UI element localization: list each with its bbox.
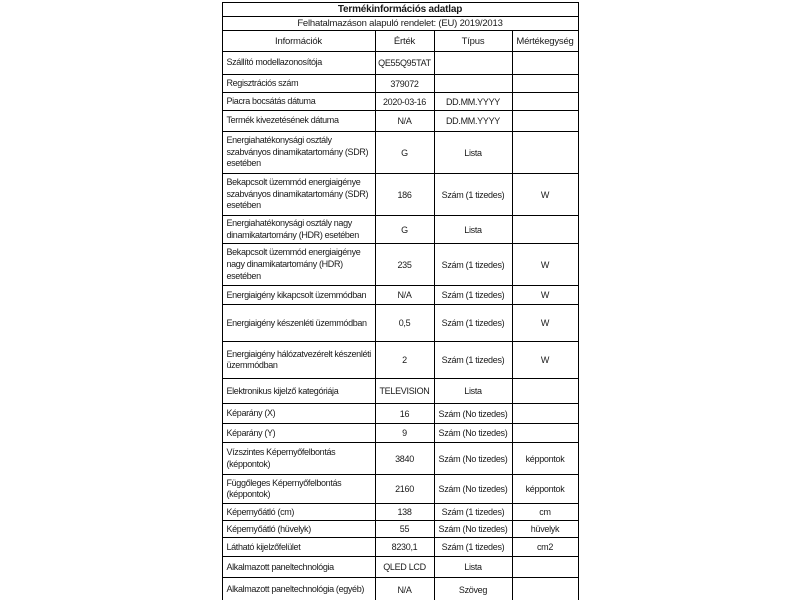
row-value: 9 [375, 424, 434, 443]
row-unit [512, 424, 578, 443]
table-row [222, 443, 578, 475]
row-value: N/A [375, 286, 434, 305]
row-unit [512, 578, 578, 600]
row-unit: képpontok [512, 475, 578, 504]
row-unit [512, 111, 578, 132]
row-unit [512, 404, 578, 424]
row-label: Piacra bocsátás dátuma [222, 93, 375, 111]
row-value: 55 [375, 521, 434, 538]
table-row [222, 521, 578, 538]
sheet-title: Termékinformációs adatlap [222, 3, 578, 17]
row-unit [512, 75, 578, 93]
row-type: Szám (No tizedes) [434, 424, 512, 443]
table-row [222, 475, 578, 504]
row-label: Szállító modellazonosítója [222, 52, 375, 75]
page [0, 2, 800, 600]
row-type: Szám (No tizedes) [434, 443, 512, 475]
row-label: Képarány (X) [222, 404, 375, 424]
row-value: 16 [375, 404, 434, 424]
table-row [222, 342, 578, 379]
row-unit: cm2 [512, 538, 578, 557]
row-unit: hüvelyk [512, 521, 578, 538]
table-row [222, 557, 578, 578]
row-type: Szám (1 tizedes) [434, 286, 512, 305]
row-type: Szám (1 tizedes) [434, 305, 512, 342]
row-unit: W [512, 286, 578, 305]
row-label: Vízszintes Képernyőfelbontás (képpontok) [222, 443, 375, 475]
table-head [222, 3, 578, 52]
row-type: Szám (No tizedes) [434, 521, 512, 538]
row-value: 138 [375, 504, 434, 521]
row-value: 3840 [375, 443, 434, 475]
row-type: DD.MM.YYYY [434, 111, 512, 132]
table-row [222, 578, 578, 600]
table-row [222, 111, 578, 132]
row-label: Alkalmazott paneltechnológia [222, 557, 375, 578]
table-row [222, 93, 578, 111]
table-row [222, 305, 578, 342]
row-value: G [375, 132, 434, 174]
table-row [222, 75, 578, 93]
row-value: 186 [375, 174, 434, 216]
title-row [222, 3, 578, 17]
row-type [434, 75, 512, 93]
row-type: Szám (No tizedes) [434, 404, 512, 424]
row-value: QLED LCD [375, 557, 434, 578]
row-value: 379072 [375, 75, 434, 93]
row-label: Függőleges Képernyőfelbontás (képpontok) [222, 475, 375, 504]
column-header-mertekegyseg: Mértékegység [512, 31, 578, 52]
row-type: DD.MM.YYYY [434, 93, 512, 111]
row-type: Lista [434, 216, 512, 244]
row-type: Szám (1 tizedes) [434, 342, 512, 379]
row-label: Képernyőátló (hüvelyk) [222, 521, 375, 538]
row-type: Lista [434, 132, 512, 174]
row-type [434, 52, 512, 75]
row-value: 0,5 [375, 305, 434, 342]
row-type: Szám (1 tizedes) [434, 244, 512, 286]
row-label: Képernyőátló (cm) [222, 504, 375, 521]
table-row [222, 174, 578, 216]
row-value: 2 [375, 342, 434, 379]
row-unit [512, 557, 578, 578]
row-value: 235 [375, 244, 434, 286]
datasheet-page [0, 2, 800, 600]
row-type: Lista [434, 379, 512, 404]
row-type: Lista [434, 557, 512, 578]
row-value: TELEVISION [375, 379, 434, 404]
row-type: Szám (1 tizedes) [434, 538, 512, 557]
column-header-informaciok: Információk [222, 31, 375, 52]
row-label: Látható kijelzőfelület [222, 538, 375, 557]
row-label: Regisztrációs szám [222, 75, 375, 93]
row-label: Energiaigény hálózatvezérelt készenléti üzemmódban [222, 342, 375, 379]
row-label: Képarány (Y) [222, 424, 375, 443]
table-row [222, 404, 578, 424]
row-unit: W [512, 244, 578, 286]
row-value: 2020-03-16 [375, 93, 434, 111]
row-unit: W [512, 342, 578, 379]
row-unit [512, 216, 578, 244]
row-label: Energiaigény kikapcsolt üzemmódban [222, 286, 375, 305]
row-value: 2160 [375, 475, 434, 504]
row-label: Bekapcsolt üzemmód energiaigénye szabványos dinamikatartomány (SDR) esetében [222, 174, 375, 216]
row-type: Szám (1 tizedes) [434, 174, 512, 216]
row-unit: W [512, 305, 578, 342]
row-value: G [375, 216, 434, 244]
column-header-tipus: Típus [434, 31, 512, 52]
regulation-subtitle: Felhatalmazáson alapuló rendelet: (EU) 2019/2013 [222, 17, 578, 31]
row-label: Energiaigény készenléti üzemmódban [222, 305, 375, 342]
table-body [222, 52, 578, 600]
table-row [222, 244, 578, 286]
table-row [222, 52, 578, 75]
column-header-ertek: Érték [375, 31, 434, 52]
row-unit [512, 52, 578, 75]
row-unit [512, 132, 578, 174]
product-datasheet-table [222, 2, 579, 600]
row-type: Szám (No tizedes) [434, 475, 512, 504]
row-value: N/A [375, 111, 434, 132]
row-label: Termék kivezetésének dátuma [222, 111, 375, 132]
row-unit: képpontok [512, 443, 578, 475]
row-label: Energiahatékonysági osztály szabványos dinamikatartomány (SDR) esetében [222, 132, 375, 174]
row-unit: W [512, 174, 578, 216]
row-label: Bekapcsolt üzemmód energiaigénye nagy dinamikatartomány (HDR) esetében [222, 244, 375, 286]
table-row [222, 379, 578, 404]
row-value: N/A [375, 578, 434, 600]
table-row [222, 538, 578, 557]
column-header-row [222, 31, 578, 52]
row-value: 8230,1 [375, 538, 434, 557]
table-row [222, 286, 578, 305]
table-row [222, 504, 578, 521]
table-row [222, 132, 578, 174]
row-label: Alkalmazott paneltechnológia (egyéb) [222, 578, 375, 600]
row-type: Szám (1 tizedes) [434, 504, 512, 521]
row-type: Szöveg [434, 578, 512, 600]
subtitle-row [222, 17, 578, 31]
row-unit [512, 93, 578, 111]
table-row [222, 216, 578, 244]
row-label: Energiahatékonysági osztály nagy dinamikatartomány (HDR) esetében [222, 216, 375, 244]
table-row [222, 424, 578, 443]
row-label: Elektronikus kijelző kategóriája [222, 379, 375, 404]
row-unit [512, 379, 578, 404]
row-value: QE55Q95TAT [375, 52, 434, 75]
row-unit: cm [512, 504, 578, 521]
